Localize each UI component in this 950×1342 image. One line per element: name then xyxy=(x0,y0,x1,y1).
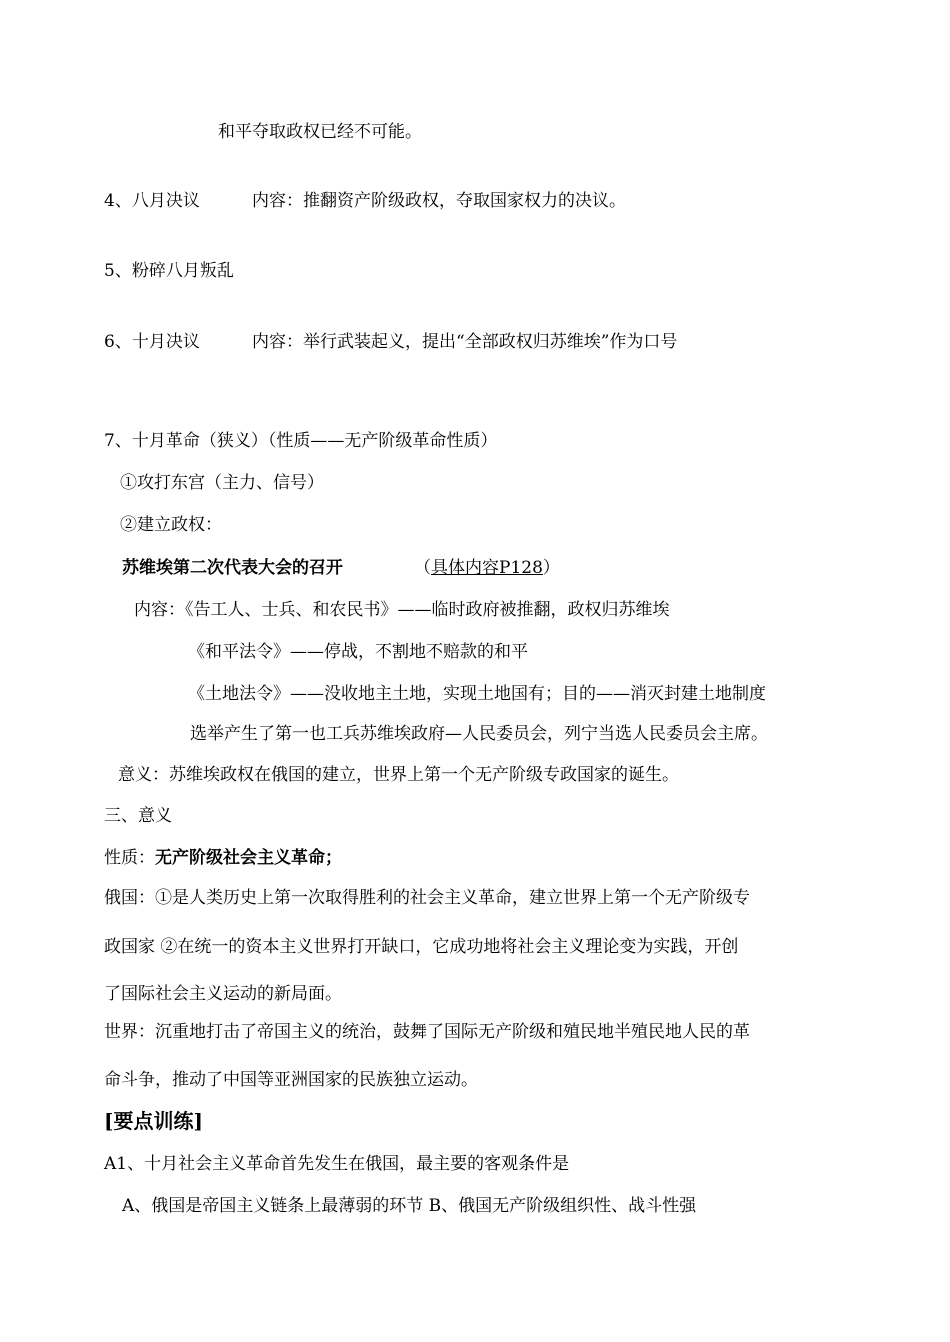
bold-text: 无产阶级社会主义革命； xyxy=(155,848,342,868)
text-line: ①攻打东宫（主力、信号） xyxy=(120,473,324,493)
page-reference xyxy=(414,557,560,579)
section-heading: 三、意义 xyxy=(104,806,172,826)
text-line: 世界：沉重地打击了帝国主义的统治，鼓舞了国际无产阶级和殖民地半殖民地人民的革 xyxy=(104,1022,750,1042)
text-line: 命斗争，推动了中国等亚洲国家的民族独立运动。 xyxy=(104,1070,478,1090)
text-line: 和平夺取政权已经不可能。 xyxy=(218,122,422,142)
text-line: 《和平法令》——停战，不割地不赔款的和平 xyxy=(188,642,528,662)
section-title: [要点训练] xyxy=(104,1109,203,1133)
paren-open: （ xyxy=(414,558,431,578)
text-line: 政国家 ②在统一的资本主义世界打开缺口，它成功地将社会主义理论变为实践，开创 xyxy=(104,937,739,957)
text-line xyxy=(104,847,342,869)
item-heading: 7、十月革命（狭义）（性质——无产阶级革命性质） xyxy=(104,431,498,451)
text-line: 俄国：①是人类历史上第一次取得胜利的社会主义革命，建立世界上第一个无产阶级专 xyxy=(104,888,750,908)
item-content: 内容：推翻资产阶级政权，夺取国家权力的决议。 xyxy=(252,191,626,211)
text-line: 内容：《告工人、士兵、和农民书》——临时政府被推翻，政权归苏维埃 xyxy=(134,600,670,620)
item-content: 内容：举行武装起义，提出“全部政权归苏维埃”作为口号 xyxy=(252,332,678,352)
text-line: ②建立政权： xyxy=(120,515,222,535)
text-line: 选举产生了第一也工兵苏维埃政府—人民委员会，列宁当选人民委员会主席。 xyxy=(190,724,768,744)
answer-options: A、俄国是帝国主义链条上最薄弱的环节 B、俄国无产阶级组织性、战斗性强 xyxy=(122,1196,697,1216)
text-line: 了国际社会主义运动的新局面。 xyxy=(104,984,342,1004)
item-heading: 4、八月决议 xyxy=(104,191,200,211)
page-reference-link: 具体内容P128 xyxy=(431,558,543,578)
item-heading: 6、十月决议 xyxy=(104,332,200,352)
text-line: 意义：苏维埃政权在俄国的建立，世界上第一个无产阶级专政国家的诞生。 xyxy=(118,765,679,785)
question: A1、十月社会主义革命首先发生在俄国，最主要的客观条件是 xyxy=(104,1154,570,1174)
text-line: 《土地法令》——没收地主土地，实现土地国有；目的——消灭封建土地制度 xyxy=(188,684,766,704)
item-heading: 5、粉碎八月叛乱 xyxy=(104,261,234,281)
subheading: 苏维埃第二次代表大会的召开 xyxy=(122,558,343,578)
paren-close: ） xyxy=(542,558,560,578)
label: 性质： xyxy=(104,848,155,868)
